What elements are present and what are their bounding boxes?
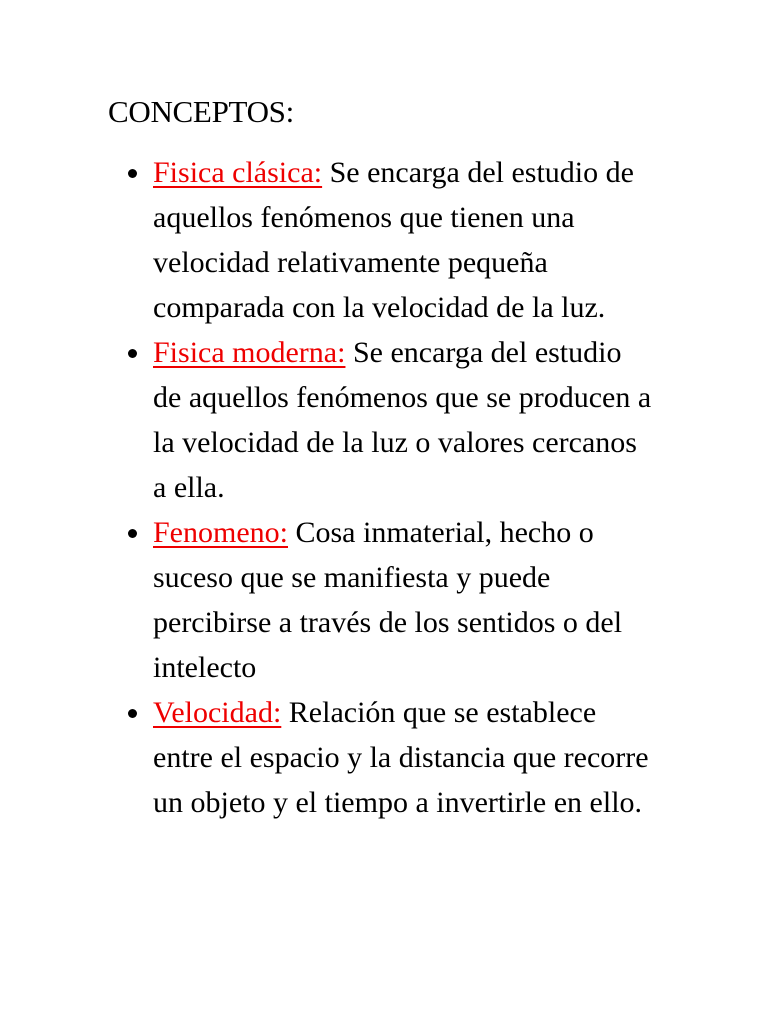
bullet-icon	[128, 709, 137, 718]
concept-item-fisica-clasica	[126, 150, 656, 330]
concept-definition: Se encarga del estudio de aquellos fenómenos que tienen una velocidad relativamente pequeña comparada con la velocidad de la luz.	[153, 156, 634, 324]
bullet-icon	[128, 349, 137, 358]
concept-definition: Se encarga del estudio de aquellos fenómenos que se producen a la velocidad de la luz o valores cercanos a ella.	[153, 336, 652, 504]
concept-item-fisica-moderna	[126, 330, 656, 510]
bullet-icon	[128, 169, 137, 178]
concept-definition: Relación que se establece entre el espacio y la distancia que recorre un objeto y el tiempo a invertirle en ello.	[153, 696, 649, 819]
concept-term: Velocidad:	[153, 696, 282, 729]
concept-term: Fisica moderna:	[153, 336, 346, 369]
concept-item-velocidad	[126, 690, 656, 825]
concept-term: Fisica clásica:	[153, 156, 323, 189]
concept-list	[126, 150, 656, 825]
page-title: CONCEPTOS:	[108, 94, 294, 129]
concept-term: Fenomeno:	[153, 516, 288, 549]
bullet-icon	[128, 529, 137, 538]
concept-definition: Cosa inmaterial, hecho o suceso que se manifiesta y puede percibirse a través de los sentidos o del intelecto	[153, 516, 623, 684]
concept-item-fenomeno	[126, 510, 656, 690]
